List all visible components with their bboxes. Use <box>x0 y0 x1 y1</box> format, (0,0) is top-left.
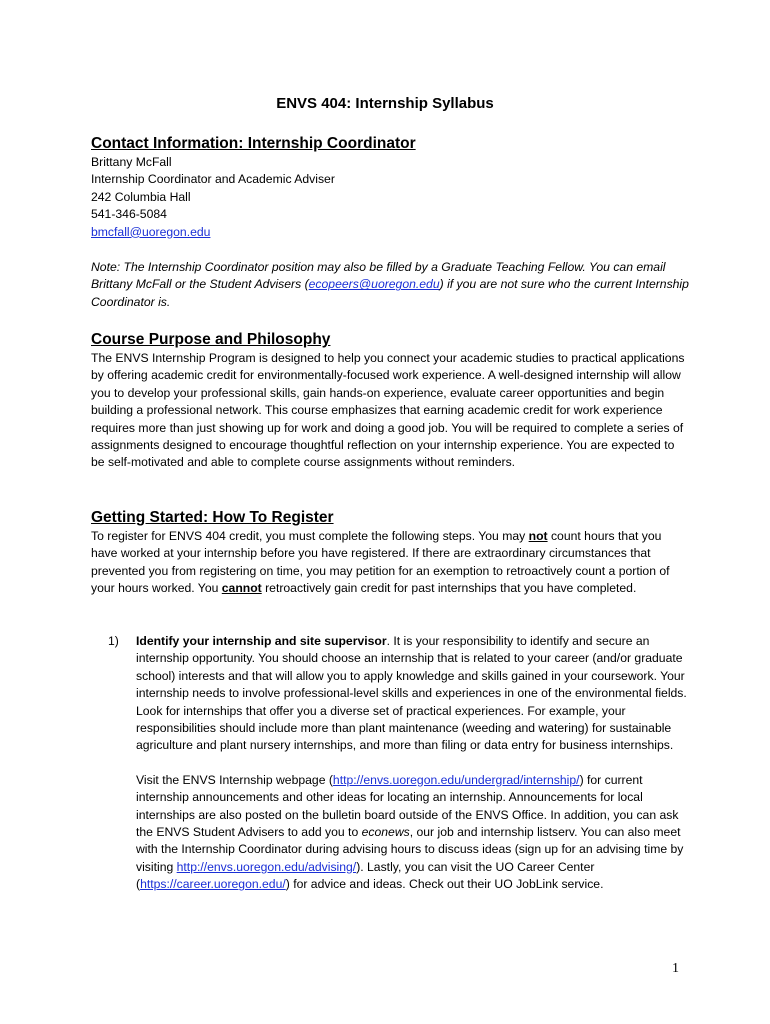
register-text-3: retroactively gain credit for past internships that you have completed. <box>261 581 637 596</box>
note-text-1: Note: The Internship Coordinator position may also be filled by a Graduate Teaching Fellow. You can email Brittany McFall or the Student Advisers ( <box>91 260 666 292</box>
step-bold-title: Identify your internship and site supervisor <box>136 634 387 648</box>
step-visit-paragraph <box>136 772 693 894</box>
visit-text-5: ) for advice and ideas. Check out their UO JobLink service. <box>285 877 604 892</box>
purpose-section <box>91 330 691 472</box>
step-text: . It is your responsibility to identify and secure an internship opportunity. You should choose an internship that is related to your career (and/or graduate school) interests and that will allow you to apply knowledge and skills gained in your coursework. Your internship needs to involve professional-level skills and experiences in one of the environmental fields. Look for internships that offer you a diverse set of practical experiences. For example, your responsibilities should include more than plant maintenance (weeding and watering) for sustainable agriculture and plant nursery internships, and more than filing or data entry for business internships. <box>136 634 687 753</box>
register-heading: Getting Started: How To Register <box>91 509 334 526</box>
list-item <box>108 633 693 894</box>
contact-heading: Contact Information: Internship Coordinator <box>91 135 416 152</box>
visit-text-1: Visit the ENVS Internship webpage ( <box>136 772 333 787</box>
register-text-2: count hours that you have worked at your internship before you have registered. If there are extraordinary circumstances that prevented you from registering on time, you may petition for an exemption to retroactively count a portion of your hours worked. You <box>91 529 670 596</box>
purpose-heading: Course Purpose and Philosophy <box>91 331 331 348</box>
advisers-email-link[interactable]: ecopeers@uoregon.edu <box>308 277 440 292</box>
econews-term: econews <box>361 825 410 840</box>
contact-details <box>91 154 691 241</box>
purpose-body: The ENVS Internship Program is designed to help you connect your academic studies to practical applications by offering academic credit for environmentally-focused work experience. A well-designed internship will allow you to develop your professional skills, gain hands-on experience, evaluate career opportunities and begin building a professional network. This course emphasizes that earning academic credit for work experience requires more than just showing up for work and doing a good job. You will be required to complete a series of assignments designed to encourage thoughtful reflection on your internship experience. You are expected to be self-motivated and able to complete course assignments without reminders. <box>91 351 685 470</box>
step-description <box>136 633 693 755</box>
advising-link[interactable]: http://envs.uoregon.edu/advising/ <box>176 859 357 874</box>
internship-webpage-link[interactable]: http://envs.uoregon.edu/undergrad/internship/ <box>332 772 580 787</box>
visit-text-3: , our job and internship listserv. You can also meet with the Internship Coordinator during advising hours to discuss ideas (sign up for an advising time by visiting <box>136 825 684 874</box>
contact-email-link[interactable]: bmcfall@uoregon.edu <box>91 224 211 239</box>
contact-office: 242 Columbia Hall <box>91 189 191 204</box>
visit-text-4: ). Lastly, you can visit the UO Career Center ( <box>136 859 595 892</box>
contact-section <box>91 134 691 241</box>
contact-name: Brittany McFall <box>91 155 172 169</box>
visit-text-2: ) for current internship announcements and other ideas for locating an internship. Announcements for local internships are also posted on the bulletin board outside of the ENVS Office. In addition, you can ask the ENVS Student Advisers to add you to <box>136 772 679 840</box>
career-center-link[interactable]: https://career.uoregon.edu/ <box>140 877 286 892</box>
contact-phone: 541-346-5084 <box>91 207 167 222</box>
register-not-emphasis: not <box>528 529 548 543</box>
step-number: 1) <box>108 634 119 648</box>
steps-list <box>108 633 693 894</box>
register-cannot-emphasis: cannot <box>221 581 262 596</box>
register-section <box>91 508 691 598</box>
coordinator-note <box>91 259 691 311</box>
document-title: ENVS 404: Internship Syllabus <box>276 95 494 112</box>
note-text-2: ) if you are not sure who the current Internship Coordinator is. <box>91 277 689 309</box>
page-number: 1 <box>672 961 679 976</box>
register-text-1: To register for ENVS 404 credit, you must complete the following steps. You may <box>91 529 529 543</box>
register-body <box>91 528 691 598</box>
contact-role: Internship Coordinator and Academic Adviser <box>91 172 335 187</box>
